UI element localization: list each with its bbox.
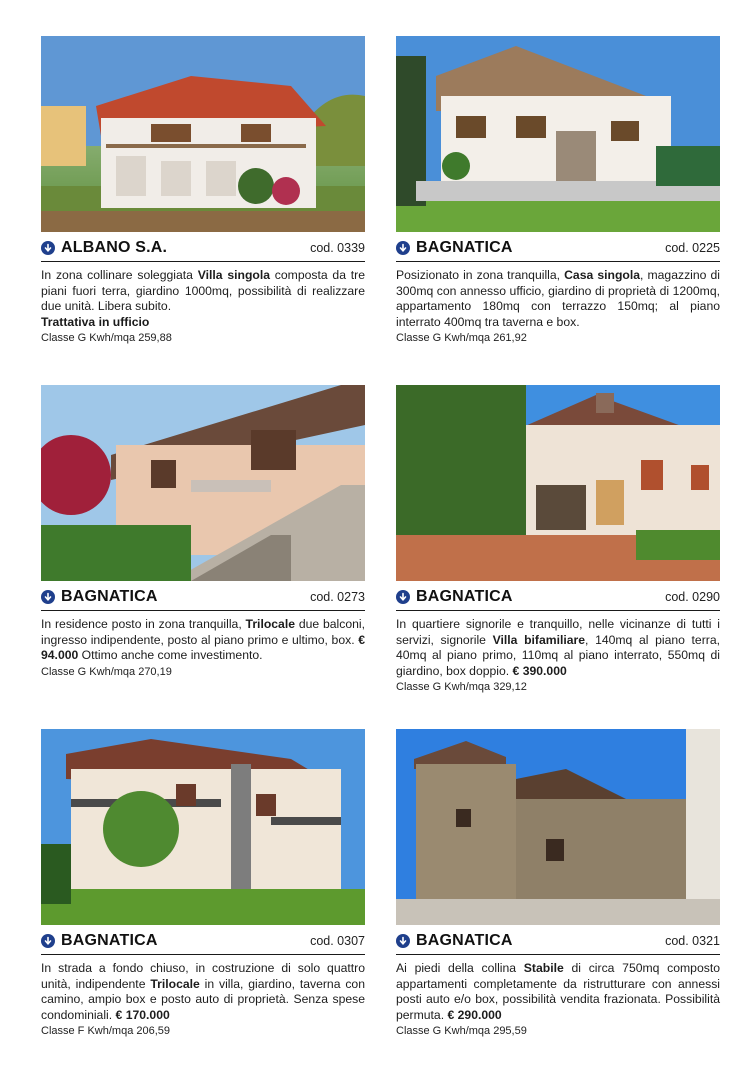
energy-class: Classe F Kwh/mqa 206,59	[41, 1025, 171, 1038]
listing-card[interactable]	[396, 36, 720, 344]
arrow-down-circle-icon	[41, 241, 55, 255]
energy-class: Classe G Kwh/mqa 270,19	[41, 665, 172, 678]
energy-class: Classe G Kwh/mqa 329,12	[396, 681, 527, 694]
listing-description: In quartiere signorile e tranquillo, nelle vicinanze di tutti i servizi, signorile Villa bifamiliare, 140mq al piano terra, 40mq al piano primo, 110mq al piano interrato, 550mq di giardino, box doppio. € 390.000	[396, 617, 720, 678]
listing-header	[396, 583, 720, 611]
property-photo	[396, 729, 720, 925]
negotiation-note: Trattativa in ufficio	[41, 314, 150, 329]
arrow-down-circle-icon	[41, 934, 55, 948]
listing-card[interactable]	[41, 729, 365, 1037]
energy-class: Classe G Kwh/mqa 261,92	[396, 332, 527, 345]
listing-description: In strada a fondo chiuso, in costruzione di solo quattro unità, indipendente Trilocale in villa, giardino, taverna con camino, ampio box e posto auto di proprietà. Senza spese condominiali. € 170.000	[41, 961, 365, 1022]
listing-description: Ai piedi della collina Stabile di circa 750mq composto appartamenti completamente da ristrutturare con annessi posti auto e/o box, possibilità vendita frazionata. Possibilità permuta. € 290.000	[396, 961, 720, 1022]
property-photo	[41, 729, 365, 925]
property-photo	[396, 385, 720, 581]
listing-header	[41, 234, 365, 262]
listing-header	[41, 927, 365, 955]
listing-code: cod. 0290	[665, 589, 720, 604]
listing-card[interactable]	[396, 729, 720, 1037]
property-photo	[41, 36, 365, 232]
town-name: BAGNATICA	[61, 931, 158, 949]
energy-class: Classe G Kwh/mqa 295,59	[396, 1025, 527, 1038]
property-photo	[396, 36, 720, 232]
town-name: BAGNATICA	[416, 238, 513, 256]
town-name: ALBANO S.A.	[61, 238, 168, 256]
listing-code: cod. 0339	[310, 240, 365, 255]
arrow-down-circle-icon	[396, 934, 410, 948]
arrow-down-circle-icon	[396, 241, 410, 255]
listing-code: cod. 0225	[665, 240, 720, 255]
listing-code: cod. 0307	[310, 933, 365, 948]
town-name: BAGNATICA	[416, 587, 513, 605]
listing-card[interactable]	[41, 36, 365, 344]
arrow-down-circle-icon	[41, 590, 55, 604]
listing-description: In zona collinare soleggiata Villa singola composta da tre piani fuori terra, giardino 1000mq, possibilità di realizzare due unità. Libera subito.	[41, 268, 365, 314]
listing-card[interactable]	[41, 385, 365, 678]
listing-description: In residence posto in zona tranquilla, Trilocale due balconi, ingresso indipendente, posto al piano primo e ultimo, box. € 94.000 Ottimo anche come investimento.	[41, 617, 365, 663]
listing-header	[41, 583, 365, 611]
listing-code: cod. 0321	[665, 933, 720, 948]
energy-class: Classe G Kwh/mqa 259,88	[41, 332, 172, 345]
town-name: BAGNATICA	[416, 931, 513, 949]
arrow-down-circle-icon	[396, 590, 410, 604]
listing-card[interactable]	[396, 385, 720, 693]
listing-code: cod. 0273	[310, 589, 365, 604]
listing-header	[396, 234, 720, 262]
property-photo	[41, 385, 365, 581]
listing-description: Posizionato in zona tranquilla, Casa singola, magazzino di 300mq con annesso ufficio, giardino di proprietà di 1200mq, appartamento 180mq con terrazzo 150mq; al piano interrato 400mq tra taverna e box.	[396, 268, 720, 329]
listing-header	[396, 927, 720, 955]
town-name: BAGNATICA	[61, 587, 158, 605]
